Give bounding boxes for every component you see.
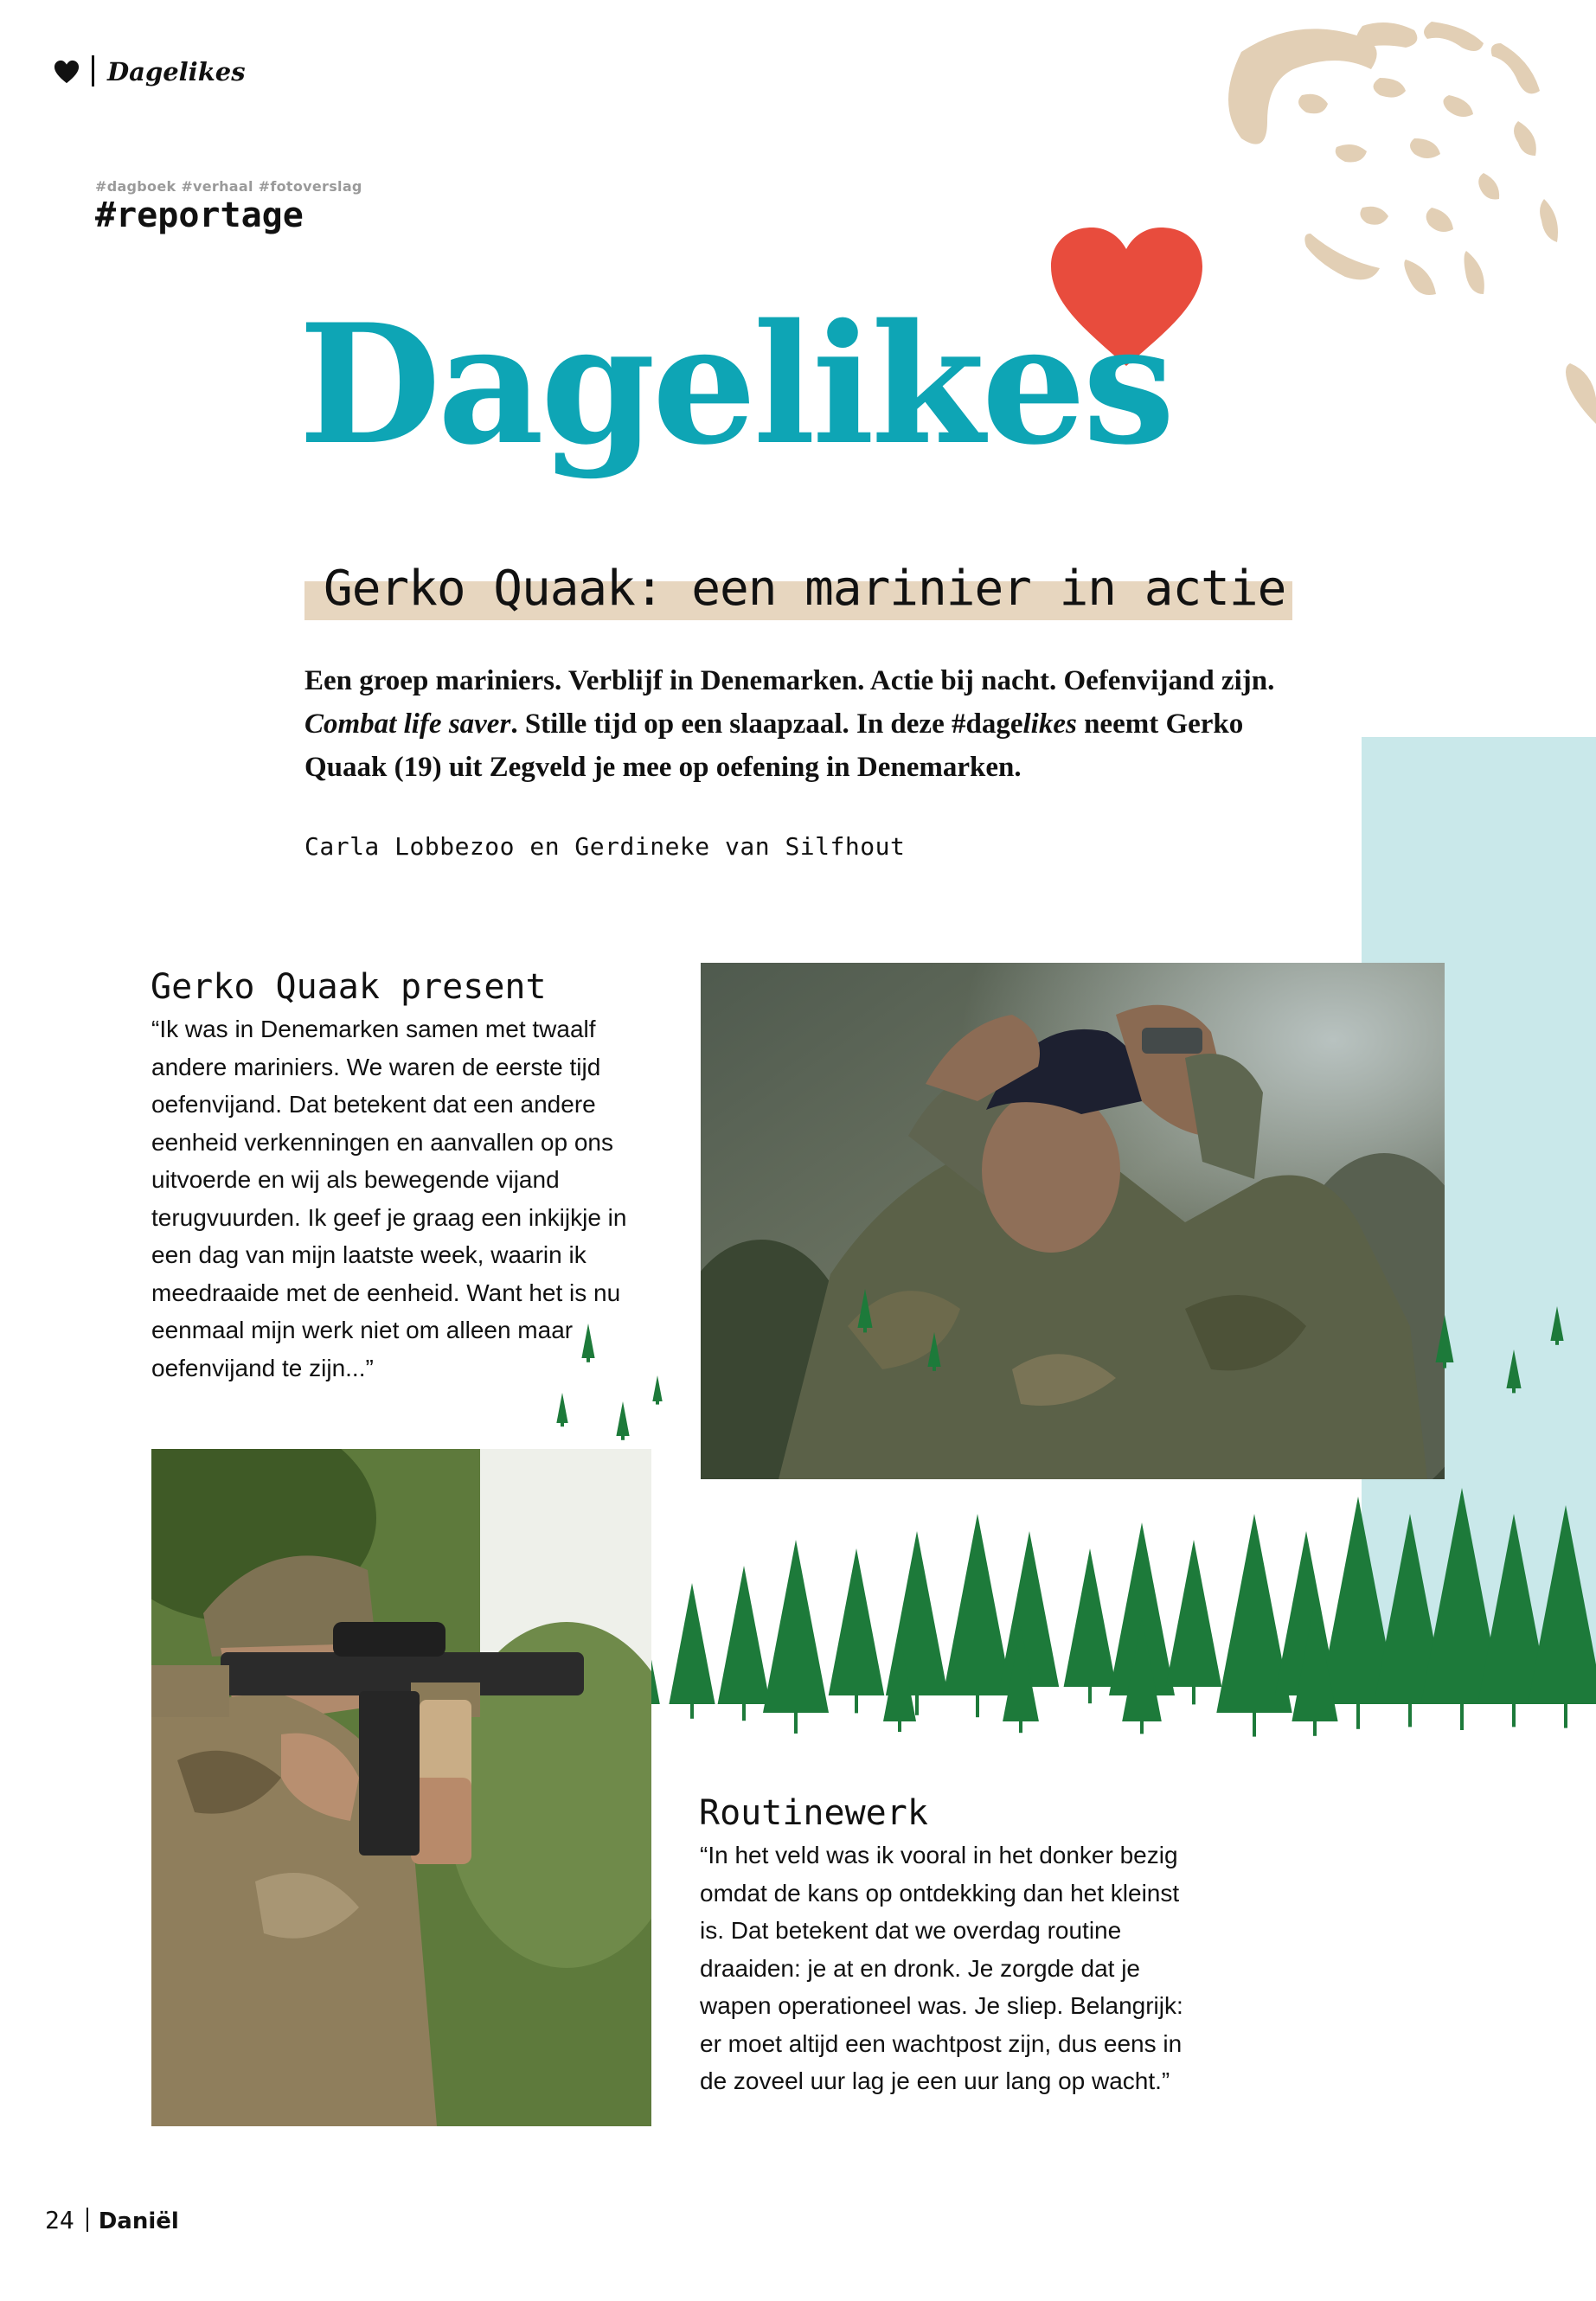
pine-tree (1506, 1349, 1521, 1388)
pine-tree (763, 1540, 829, 1713)
pine-tree (1436, 1315, 1454, 1362)
pine-tree (927, 1332, 940, 1367)
pine-trunk (1512, 1388, 1516, 1393)
pine-trunk (621, 1436, 625, 1440)
page-number: 24 (45, 2206, 74, 2234)
pine-trunk (1140, 1721, 1144, 1734)
pine-tree (669, 1583, 715, 1704)
pine-trunk (656, 1401, 659, 1405)
pine-tree (616, 1401, 629, 1436)
pine-trunk (1019, 1721, 1022, 1733)
page-footer (45, 2206, 179, 2234)
section-heading-present: Gerko Quaak present (151, 967, 547, 1007)
magazine-name: Daniël (98, 2208, 179, 2234)
pine-trunk (1555, 1341, 1559, 1345)
pine-trunk (1460, 1704, 1464, 1730)
pine-trunk (794, 1713, 798, 1734)
pawprint-decoration (1207, 17, 1596, 424)
pine-trunk (898, 1721, 901, 1732)
pine-tree (857, 1289, 872, 1328)
article-intro: Een groep mariniers. Verblijf in Denemarken. Actie bij nacht. Oefenvijand zijn. Combat life saver. Stille tijd op een slaapzaal. In deze #dagelikes neemt Gerko Quaak (19) uit Zegveld je mee op oefening in Denemarken. (304, 665, 1275, 783)
pine-trunk (1564, 1704, 1567, 1728)
pine-trunk (1512, 1704, 1516, 1727)
pine-trunk (1356, 1704, 1360, 1729)
article-subtitle: Gerko Quaak: een marinier in actie (324, 561, 1286, 617)
section-label: #reportage (95, 195, 304, 235)
pine-trunk (1088, 1687, 1092, 1703)
pine-tree (556, 1393, 567, 1423)
pine-trunk (933, 1367, 936, 1371)
heart-icon (54, 59, 80, 85)
pine-tree (1064, 1548, 1117, 1687)
pine-tree (1000, 1531, 1059, 1687)
pine-trunk (855, 1695, 858, 1713)
section-body-routine: “In het veld was ik vooral in het donker bezig omdat de kans op ontdekking dan het kleinst is. Dat betekent dat we overdag routine draaiden: je at en dronk. Je zorgde dat je wapen operationeel was. Je sliep. Belangrijk: er moet altijd een wachtpost zijn, dus eens in de zoveel uur lag je een uur lang op wacht.” (700, 1842, 1183, 2094)
pine-tree (943, 1514, 1012, 1695)
footer-divider (87, 2208, 88, 2232)
pine-tree (1528, 1505, 1596, 1704)
pine-trunk (915, 1695, 919, 1715)
pine-trunk (863, 1328, 867, 1332)
pine-tree (829, 1548, 885, 1695)
pine-trunk (1408, 1704, 1412, 1727)
section-body-present: “Ik was in Denemarken samen met twaalf andere mariniers. We waren de eerste tijd oefenvijand. Dat betekent dat een andere eenheid verkenningen en aanvallen op ons uitvoerde en wij als bewegende vijand terugvuurden. Ik geef je graag een inkijkje in een dag van mijn laatste week, waarin ik meedraaide met de eenheid. Want het is nu eenmaal mijn werk niet om alleen maar oefenvijand te zijn...” (151, 1016, 627, 1381)
article-title: Dagelikes (298, 288, 1172, 481)
photo-soldier-rifle (151, 1449, 651, 2126)
pine-trunk (561, 1423, 564, 1426)
pine-tree (652, 1375, 662, 1401)
pine-trunk (690, 1704, 694, 1719)
header-label: Dagelikes (107, 57, 246, 87)
pine-trunk (742, 1704, 746, 1721)
pine-tree (1166, 1540, 1222, 1687)
section-heading-routine: Routinewerk (699, 1793, 928, 1833)
pine-trunk (1253, 1713, 1256, 1737)
pine-trunk (1192, 1687, 1195, 1704)
pine-trunk (1313, 1721, 1317, 1736)
article-authors: Carla Lobbezoo en Gerdineke van Silfhout (304, 832, 906, 861)
pine-trunk (1443, 1362, 1446, 1368)
pine-trunk (976, 1695, 979, 1717)
header-divider (92, 55, 94, 87)
hashtags: #dagboek #verhaal #fotoverslag (95, 178, 362, 195)
pine-tree (718, 1566, 771, 1704)
pine-tree (1550, 1306, 1563, 1341)
forest-illustration (536, 1254, 1596, 1773)
